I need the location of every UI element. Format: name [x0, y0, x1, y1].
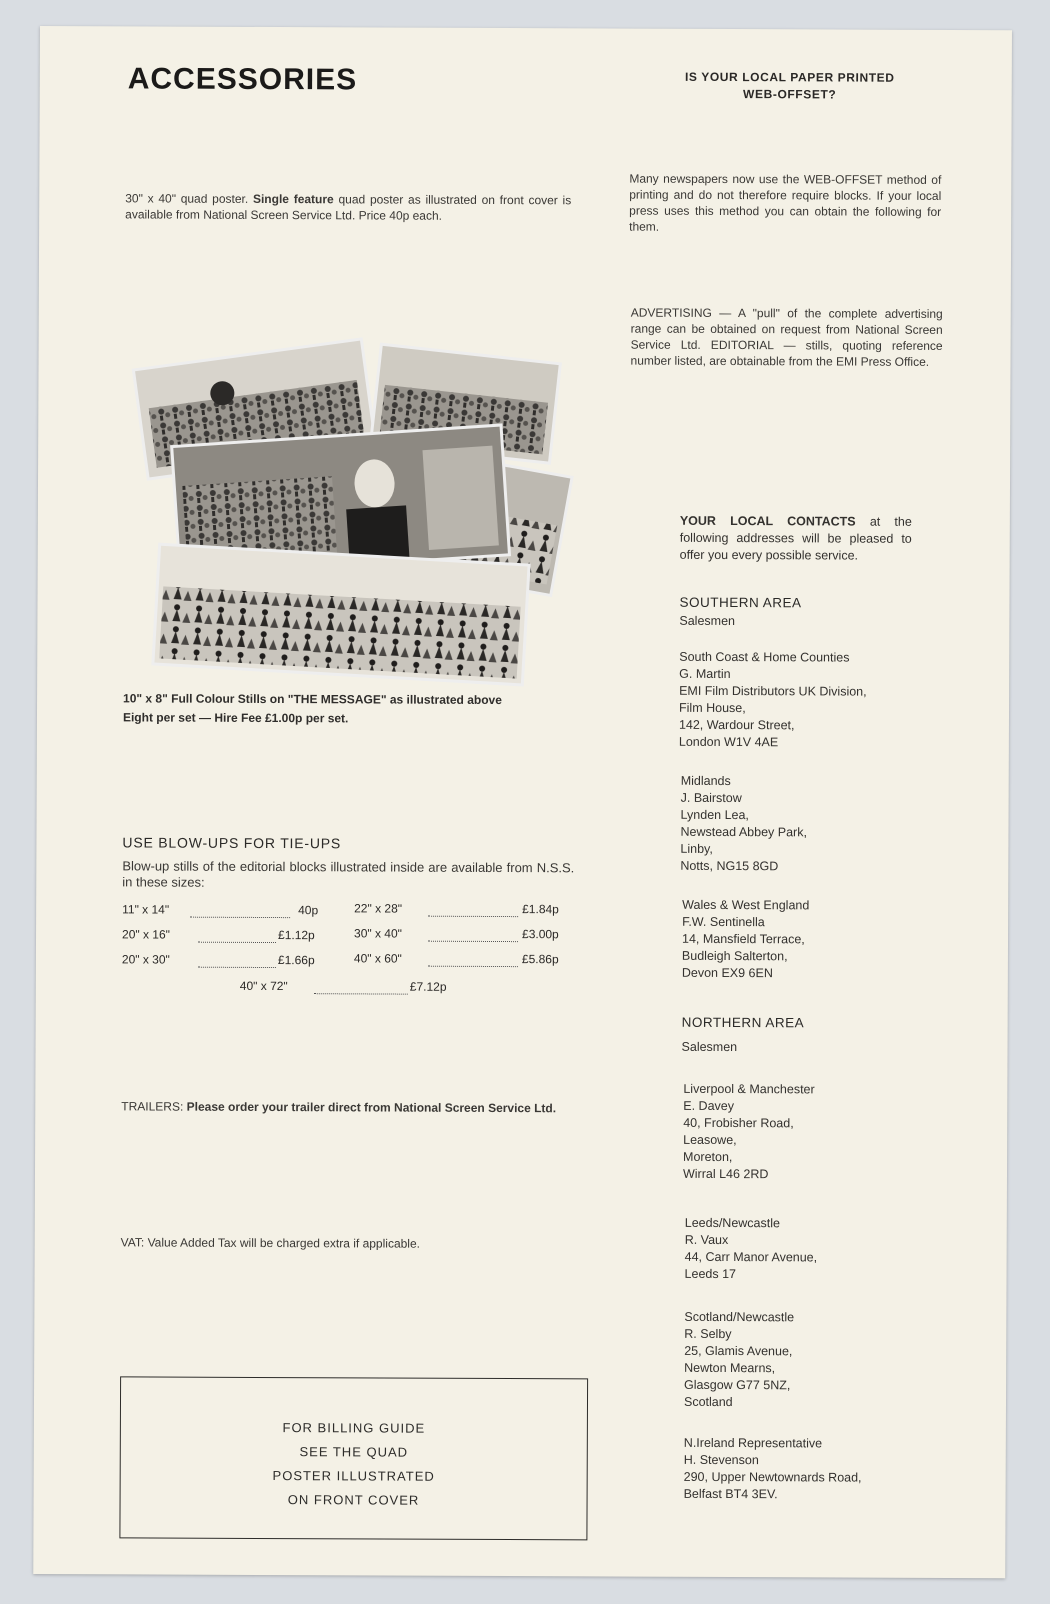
leader-dots: [190, 916, 290, 918]
price-size: 11" x 14": [122, 902, 170, 917]
billing-guide-text: FOR BILLING GUIDE SEE THE QUAD POSTER ILLUSTRATED ON FRONT COVER: [272, 1420, 435, 1508]
stills-caption: 10" x 8" Full Colour Stills on "THE MESSAGE" as illustrated above Eight per set — Hire Fee £1.00p per set.: [122, 691, 502, 726]
contact-entry: Liverpool & Manchester E. Davey 40, Frobisher Road, Leasowe, Moreton, Wirral L46 2RD: [682, 1081, 815, 1182]
web-offset-heading: IS YOUR LOCAL PAPER PRINTED WEB-OFFSET?: [684, 69, 895, 102]
price-value: £5.86p: [521, 952, 559, 967]
price-value: 40p: [298, 903, 319, 918]
price-value: £1.12p: [278, 928, 315, 943]
film-stills-collage: [125, 324, 587, 698]
leader-dots: [314, 992, 408, 994]
blow-ups-heading: USE BLOW-UPS FOR TIE-UPS: [122, 834, 342, 852]
northern-area-heading: NORTHERN AREA: [681, 1014, 805, 1031]
price-value: £3.00p: [522, 927, 559, 942]
leader-dots: [428, 940, 518, 942]
contact-entry: Midlands J. Bairstow Lynden Lea, Newstead Abbey Park, Linby, Notts, NG15 8GD: [680, 773, 807, 874]
contact-entry: Leeds/Newcastle R. Vaux 44, Carr Manor Avenue, Leeds 17: [684, 1215, 818, 1282]
price-value: £1.66p: [277, 953, 315, 968]
leaflet-page: [33, 26, 1012, 1578]
vat-note: VAT: Value Added Tax will be charged extra if applicable.: [120, 1235, 421, 1251]
northern-area-sub: Salesmen: [681, 1039, 738, 1055]
price-size: 20" x 30": [121, 952, 170, 967]
southern-area-sub: Salesmen: [679, 613, 736, 629]
leader-dots: [198, 966, 276, 968]
price-size: 40" x 72": [239, 978, 288, 994]
leader-dots: [198, 941, 276, 943]
price-size: 22" x 28": [354, 901, 403, 916]
blow-ups-intro: Blow-up stills of the editorial blocks illustrated inside are available from N.S.S. in these sizes:: [122, 858, 575, 890]
still-bottom-battle: [153, 544, 529, 685]
contact-entry: N.Ireland Representative H. Stevenson 290, Upper Newtownards Road, Belfast BT4 3EV.: [683, 1435, 862, 1502]
quad-poster-text: 30" x 40" quad poster. Single feature quad poster as illustrated on front cover is available from National Screen Service Ltd. Price 40p each.: [125, 191, 572, 223]
local-contacts-intro: YOUR LOCAL CONTACTS at the following addresses will be pleased to offer you every possible service.: [679, 513, 912, 563]
contact-entry: South Coast & Home Counties G. Martin EMI Film Distributors UK Division, Film House, 142, Wardour Street, London W1V 4AE: [678, 649, 867, 750]
trailers-text: TRAILERS: Please order your trailer direct from National Screen Service Ltd.: [121, 1099, 557, 1116]
blow-up-price-list: [122, 902, 582, 1014]
page-title: ACCESSORIES: [127, 62, 358, 97]
contact-entry: Scotland/Newcastle R. Selby 25, Glamis Avenue, Newton Mearns, Glasgow G77 5NZ, Scotland: [683, 1309, 795, 1410]
price-size: 20" x 16": [122, 927, 170, 942]
billing-guide-box: [119, 1376, 588, 1540]
web-offset-text: Many newspapers now use the WEB-OFFSET method of printing and do not therefore require blocks. If your local press uses this method you can obtain the following for them.: [629, 171, 942, 234]
price-size: 40" x 60": [353, 951, 402, 966]
price-size: 30" x 40": [354, 926, 402, 941]
contact-entry: Wales & West England F.W. Sentinella 14, Mansfield Terrace, Budleigh Salterton, Devon EX9 6EN: [681, 897, 810, 981]
price-value: £7.12p: [409, 979, 447, 994]
leader-dots: [428, 915, 518, 917]
southern-area-heading: SOUTHERN AREA: [679, 594, 802, 611]
leader-dots: [428, 965, 518, 967]
advertising-text: ADVERTISING — A "pull" of the complete advertising range can be obtained on request from National Screen Service Ltd. EDITORIAL — stills, quoting reference number listed, are obtainable from the EMI Press Office.: [630, 305, 943, 369]
price-value: £1.84p: [522, 902, 559, 917]
